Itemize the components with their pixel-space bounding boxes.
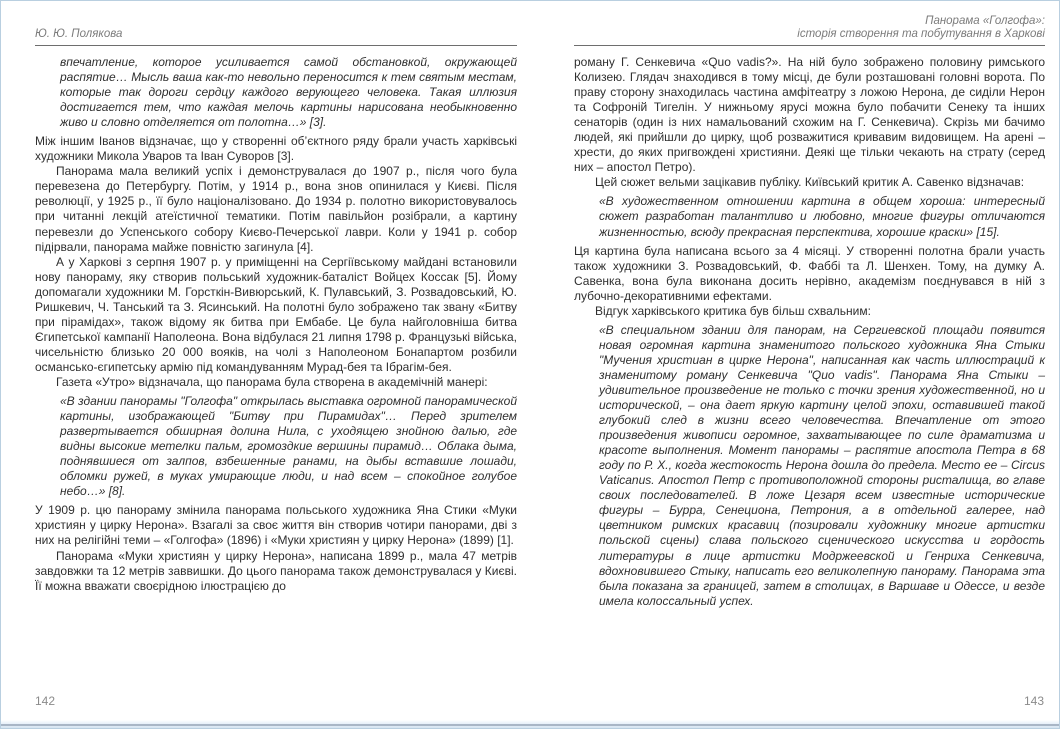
paragraph: Цей сюжет вельми зацікавив публіку. Київський критик А. Савенко відзначав:	[595, 175, 1025, 190]
paragraph: Ця картина була написана всього за 4 місяці. У створенні полотна брали участь також художники З. Розвадовський, Ф. Фаббі та Л. Шенхен. Тому, на думку А. Савенка, вона була виконана досить нерівно, академізм поєднувався в ній з лубочно-декоративними ефектами.	[574, 243, 1045, 303]
article-title-line1: Панорама «Голгофа»:	[925, 15, 1045, 27]
paragraph: Панорама мала великий успіх і демонструвалася до 1907 р., після чого була перевезена до Петербургу. Потім, у 1914 р., вона знов опинилася у Києві. Після революції, у 1925 р., її було націоналізовано. До 1934 р. полотно використовувалось при читанні лекцій атеїстичної тематики. Потім павільйон розібрали, а картину перевезли до Успенського собору Києво-Печерської лаври. Коли у 1941 р. собор підірвали, панорама майже повністю загинула [4].	[35, 164, 517, 254]
paragraph: Відгук харківського критика був більш схвальним:	[595, 303, 871, 318]
quote-block: «В специальном здании для панорам, на Сергиевской площади появится новая огромная картина знаменитого польского художника Яна Стыки "Мучения христиан в цирке Нерона", написанная как часть иллюстраций к знаменитому роману Сенкевича "Quo vadis". Панорама Яна Стыки – удивительное произведение не только с точки зрения художественной, но и исторической, – она дает яркую картину целой эпохи, оставившей такой глубокий след в жизни всего человечества. Впечатление от этого произведения живописи огромное, захватывающее по силе драматизма и красоте выполнения. Момент панорамы – распятие апостола Петра в 68 году по Р. Х., когда жестокость Нерона дошла до предела. Место ее – Circus Vaticanus. Апостол Петр с противоположной стороны ристалища, во главе своих последователей. В ложе Цезаря всем известные исторические фигуры – Бурра, Сенециона, Петрония, а в отдельной галерее, над цветником римских красавиц (позировали художнику многие артистки польской сцены) слава польского сценического искусства и гордость литературы в лице артистки Модржеевской и Генриха Сенкевича, вдохновившего Стыку, написать его великолепную панораму. Панорама эта была показана за границей, затем в столицах, в Варшаве и Одессе, и везде имела колоссальный успех.	[599, 322, 1045, 608]
paragraph: Панорама «Муки християн у цирку Нерона», написана 1899 р., мала 47 метрів завдовжки та 12 метрів заввишки. До цього панорама також демонструвалася у Києві. Її можна вважати своєрідною ілюстрацією до	[35, 548, 517, 593]
running-head-left	[35, 14, 517, 46]
page-spread	[1, 1, 1059, 720]
running-head-right	[574, 14, 1045, 46]
page-bottom-edge	[1, 720, 1059, 728]
page-142-body	[35, 55, 517, 594]
paragraph: Газета «Утро» відзначала, що панорама була створена в академічній манері:	[56, 374, 488, 389]
paragraph: Між іншим Іванов відзначає, що у створенні об’єктного ряду брали участь харківські художники Микола Уваров та Іван Суворов [3].	[35, 134, 517, 164]
paragraph: А у Харкові з серпня 1907 р. у приміщенні на Сергіївському майдані встановили нову панораму, яку створив польський художник-баталіст Войцех Коссак [5]. Йому допомагали художники М. Горсткін-Вивюрський, К. Пулавський, З. Розвадовський, Ю. Ришкевич, Ч. Танський та З. Ясинський. На полотні було зображено так звану «Битву при пірамідах», також відому як битва при Ембабе. Це була найголовніша битва Єгипетської кампанії Наполеона. Вона відбулася 21 липня 1798 р. Французькі війська, чисельністю близько 20 000 вояків, на чолі з Наполеоном Бонапартом розбили османсько-єгипетську армію під командуванням Мурад-бея та Ібрагім-бея.	[35, 254, 517, 374]
page-143	[530, 1, 1059, 720]
page-142	[1, 1, 530, 720]
quote-block: «В художественном отношении картина в общем хороша: интересный сюжет разработан талантливо и любовно, многие фигуры отличаются жизненностью, всюду прекрасная перспектива, хорошие краски» [15].	[599, 194, 1045, 239]
author-name: Ю. Ю. Полякова	[35, 28, 123, 40]
quote-block: впечатление, которое усиливается самой обстановкой, окружающей распятие… Мысль ваша как-то невольно переносится к тем святым местам, которые так дороги сердцу каждого верующего человека. Такая иллюзия достигается тем, что каждая мелочь картины нарисована необыкновенно живо и словно отделяется от полотна…» [3].	[60, 55, 517, 130]
quote-block: «В здании панорамы "Голгофа" открылась выставка огромной панорамической картины, изображающей "Битву при Пирамидах"… Перед зрителем развертывается обширная долина Нила, с уходящею знойною далью, где видны высокие метелки пальм, громоздкие вершины пирамид… Облака дыма, поднявшиеся от залпов, взбешенные ранами, на дыбы вставшие лошади, обломки ружей, в муках умирающие люди, и над всем – спокойное голубое небо…» [8].	[60, 394, 517, 499]
paragraph: роману Г. Сенкевича «Quo vadis?». На ній було зображено половину римського Колизею. Глядач знаходився в тому місці, де були розташовані головні ворота. По праву сторону знаходилась частина амфітеатру з ложою Нерона, де сиділи Нерон та Софроній Тигелін. У нижньому ярусі можна було побачити Сенеку та інших сенаторів (один із них намальований схожим на Г. Сенкевича). Скрізь ми бачимо людей, які прийшли до цирку, щоб розважитися кривавим видовищем. На арені – хрести, до яких пригвождені християни. Деякі ще тільки чекають на страту (серед них – апостол Петро).	[574, 55, 1045, 175]
page-number-right: 143	[1023, 694, 1044, 708]
page-143-body	[574, 55, 1045, 609]
page-number-left: 142	[35, 694, 56, 708]
article-title-line2: історія створення та побутування в Харкові	[797, 28, 1045, 40]
paragraph: У 1909 р. цю панораму змінила панорама польського художника Яна Стики «Муки християн у цирку Нерона». Взагалі за своє життя він створив чотири панорами, дві з них на релігійні теми – «Голгофа» (1896) і «Муки християн у цирку Нерона» (1899) [1].	[35, 503, 517, 548]
